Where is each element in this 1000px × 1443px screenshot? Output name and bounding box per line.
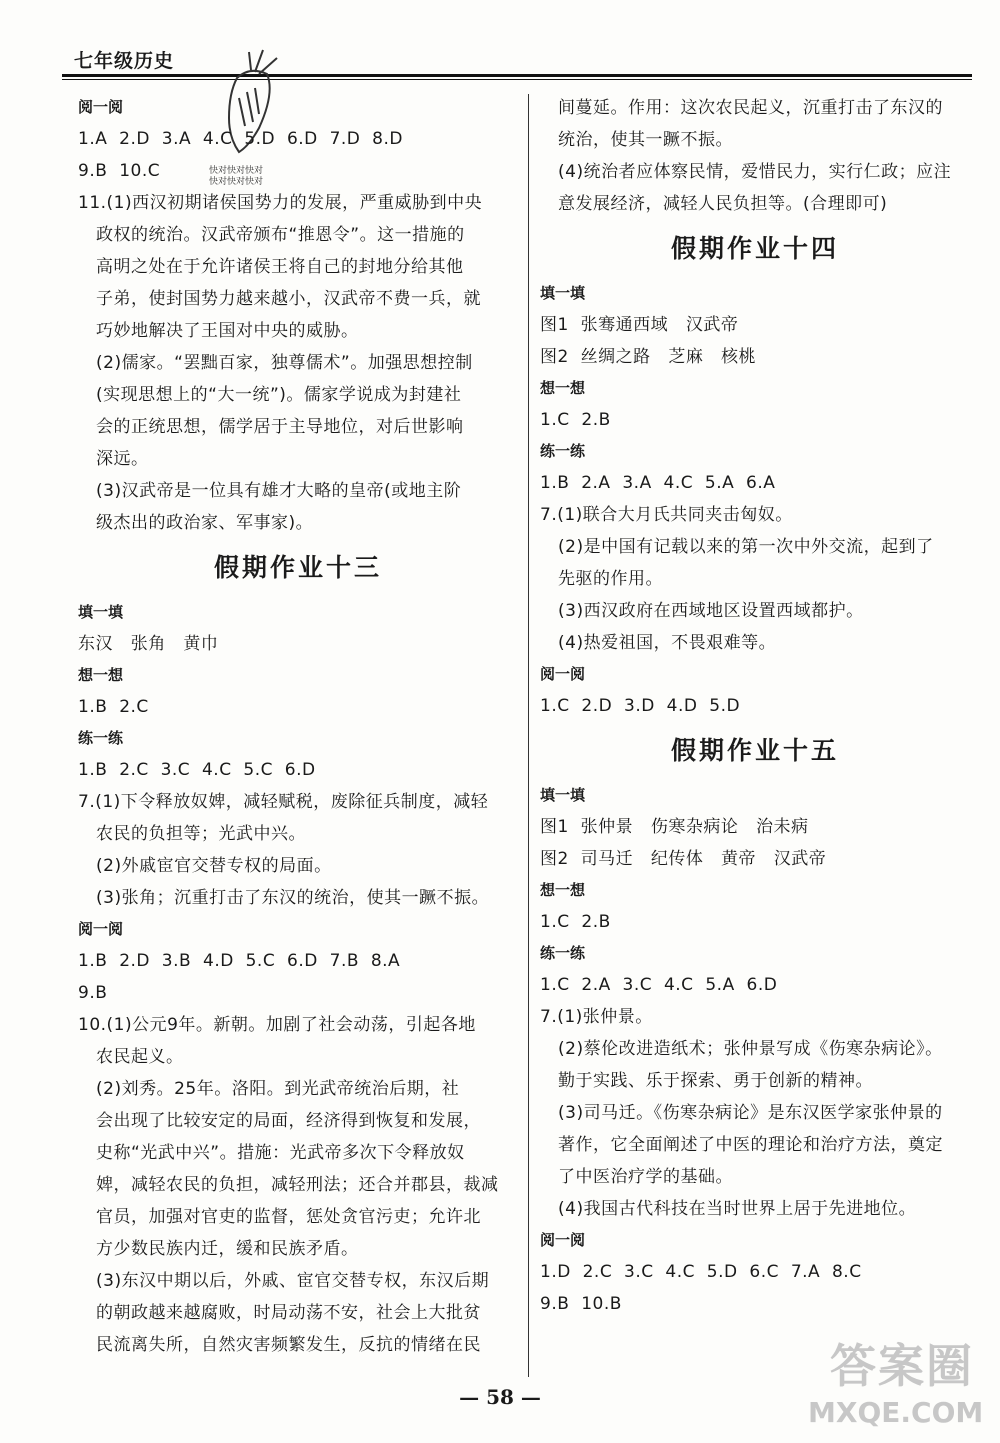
answer-line: (4)统治者应体察民情，爱惜民力，实行仁政；应注	[558, 162, 952, 182]
answer-line: (2)刘秀。25年。洛阳。到光武帝统治后期，社	[96, 1079, 460, 1099]
answer-line: 高明之处在于允许诸侯王将自己的封地分给其他	[96, 257, 464, 277]
answer-line: 会的正统思想，儒学居于主导地位，对后世影响	[96, 417, 464, 437]
section-label: 想一想	[540, 379, 586, 397]
answer-line: 的朝政越来越腐败，时局动荡不安，社会上大批贫	[96, 1303, 481, 1323]
answer-line: 1.D 2.C 3.C 4.C 5.D 6.C 7.A 8.C	[540, 1262, 862, 1282]
answer-line: (2)是中国有记载以来的第一次中外交流，起到了	[558, 537, 934, 557]
section-label: 练一练	[540, 944, 586, 962]
section-label: 想一想	[540, 881, 586, 899]
answer-line: 间蔓延。作用：这次农民起义，沉重打击了东汉的	[558, 98, 943, 118]
watermark-url: MXQE.COM	[808, 1396, 984, 1429]
answer-line: 巧妙地解决了王国对中央的威胁。	[96, 321, 359, 341]
assignment-heading: 假期作业十三	[213, 553, 382, 582]
section-label: 阅一阅	[78, 98, 124, 116]
answer-line: 10.(1)公元9年。新朝。加剧了社会动荡，引起各地	[78, 1015, 476, 1035]
answer-line: 勤于实践、乐于探索、勇于创新的精神。	[558, 1071, 873, 1091]
answer-line: 图2 司马迁 纪传体 黄帝 汉武帝	[540, 849, 827, 869]
answer-line: 图1 张骞通西域 汉武帝	[540, 315, 739, 335]
right-column	[540, 92, 970, 1320]
answer-line: (3)汉武帝是一位具有雄才大略的皇帝(或地主阶	[96, 481, 462, 501]
section-label: 阅一阅	[540, 665, 586, 683]
answer-line: 图1 张仲景 伤寒杂病论 治未病	[540, 817, 809, 837]
answer-line: 9.B 10.C	[78, 161, 161, 181]
stamp-text-line2: 快对快对快对	[209, 177, 264, 187]
answer-line: (3)张角；沉重打击了东汉的统治，使其一蹶不振。	[96, 888, 490, 908]
answer-line: 1.B 2.A 3.A 4.C 5.A 6.A	[540, 473, 776, 493]
answer-line: 7.(1)联合大月氏共同夹击匈奴。	[540, 505, 793, 525]
answer-line: 民流离失所，自然灾害频繁发生，反抗的情绪在民	[96, 1335, 481, 1355]
page-header-title: 七年级历史	[74, 50, 175, 72]
answer-line: 官员，加强对官吏的监督，惩处贪官污吏；允许北	[96, 1207, 481, 1227]
answer-line: 会出现了比较安定的局面，经济得到恢复和发展，	[96, 1111, 481, 1131]
answer-line: 11.(1)西汉初期诸侯国势力的发展，严重威胁到中央	[78, 193, 483, 213]
answer-line: 统治，使其一蹶不振。	[558, 130, 733, 150]
answer-line: (4)热爱祖国，不畏艰难等。	[558, 633, 777, 653]
answer-line: 1.B 2.C	[78, 697, 149, 717]
answer-line: (3)西汉政府在西域地区设置西域都护。	[558, 601, 864, 621]
answer-line: (4)我国古代科技在当时世界上居于先进地位。	[558, 1199, 917, 1219]
answer-line: 级杰出的政治家、军事家)。	[96, 513, 314, 533]
header-rule-thin	[62, 79, 972, 80]
answer-line: 1.A 2.D 3.A 4.C 5.D 6.D 7.D 8.D	[78, 129, 403, 149]
section-label: 想一想	[78, 666, 124, 684]
answer-line: 1.B 2.D 3.B 4.D 5.C 6.D 7.B 8.A	[78, 951, 401, 971]
answer-line: 1.C 2.B	[540, 912, 611, 932]
answer-line: 婢，减轻农民的负担，减轻刑法；还合并郡县，裁减	[96, 1175, 499, 1195]
answer-line: 深远。	[96, 449, 149, 469]
answer-line: 9.B 10.B	[540, 1294, 622, 1314]
section-label: 阅一阅	[78, 920, 124, 938]
answer-line: (3)东汉中期以后，外戚、宦官交替专权，东汉后期	[96, 1271, 490, 1291]
section-label: 填一填	[540, 786, 586, 804]
section-label: 练一练	[540, 442, 586, 460]
answer-line: 方少数民族内迁，缓和民族矛盾。	[96, 1239, 359, 1259]
section-label: 阅一阅	[540, 1231, 586, 1249]
answer-line: 意发展经济，减轻人民负担等。(合理即可)	[558, 194, 888, 214]
answer-line: 1.C 2.B	[540, 410, 611, 430]
watermark-logo	[790, 1330, 990, 1435]
assignment-heading: 假期作业十五	[670, 736, 839, 765]
section-label: 填一填	[78, 603, 124, 621]
column-divider	[528, 94, 529, 1377]
answer-line: 先驱的作用。	[558, 569, 663, 589]
answer-line: 1.B 2.C 3.C 4.C 5.C 6.D	[78, 760, 316, 780]
answer-line: 9.B	[78, 983, 108, 1003]
answer-line: 图2 丝绸之路 芝麻 核桃	[540, 347, 757, 367]
header-rule-thick	[62, 74, 972, 77]
answer-line: 农民的负担等；光武中兴。	[96, 824, 306, 844]
answer-line: 子弟，使封国势力越来越小，汉武帝不费一兵，就	[96, 289, 481, 309]
section-label: 填一填	[540, 284, 586, 302]
answer-line: 史称“光武中兴”。措施：光武帝多次下令释放奴	[96, 1143, 465, 1163]
answer-line: 1.C 2.A 3.C 4.C 5.A 6.D	[540, 975, 778, 995]
left-column	[78, 92, 518, 1361]
page-number: — 58 —	[459, 1385, 541, 1409]
section-label: 练一练	[78, 729, 124, 747]
answer-line: 东汉 张角 黄巾	[78, 634, 219, 654]
answer-line: 7.(1)张仲景。	[540, 1007, 653, 1027]
answer-line: 著作，它全面阐述了中医的理论和治疗方法，奠定	[558, 1135, 943, 1155]
answer-line: 政权的统治。汉武帝颁布“推恩令”。这一措施的	[96, 225, 465, 245]
answer-line: (实现思想上的“大一统”)。儒家学说成为封建社	[96, 385, 462, 405]
page-header	[62, 40, 972, 80]
answer-line: (2)外戚宦官交替专权的局面。	[96, 856, 332, 876]
assignment-heading: 假期作业十四	[670, 234, 839, 263]
watermark-text: 答案圈	[830, 1339, 974, 1393]
stamp-text-line1: 快对快对快对	[209, 166, 264, 176]
answer-line: 了中医治疗学的基础。	[558, 1167, 733, 1187]
answer-line: 1.C 2.D 3.D 4.D 5.D	[540, 696, 741, 716]
answer-line: (3)司马迁。《伤寒杂病论》是东汉医学家张仲景的	[558, 1103, 943, 1123]
answer-line: 7.(1)下令释放奴婢，减轻赋税，废除征兵制度，减轻	[78, 792, 489, 812]
answer-line: 农民起义。	[96, 1047, 184, 1067]
answer-line: (2)儒家。“罢黜百家，独尊儒术”。加强思想控制	[96, 353, 473, 373]
answer-line: (2)蔡伦改进造纸术；张仲景写成《伤寒杂病论》。	[558, 1039, 943, 1059]
